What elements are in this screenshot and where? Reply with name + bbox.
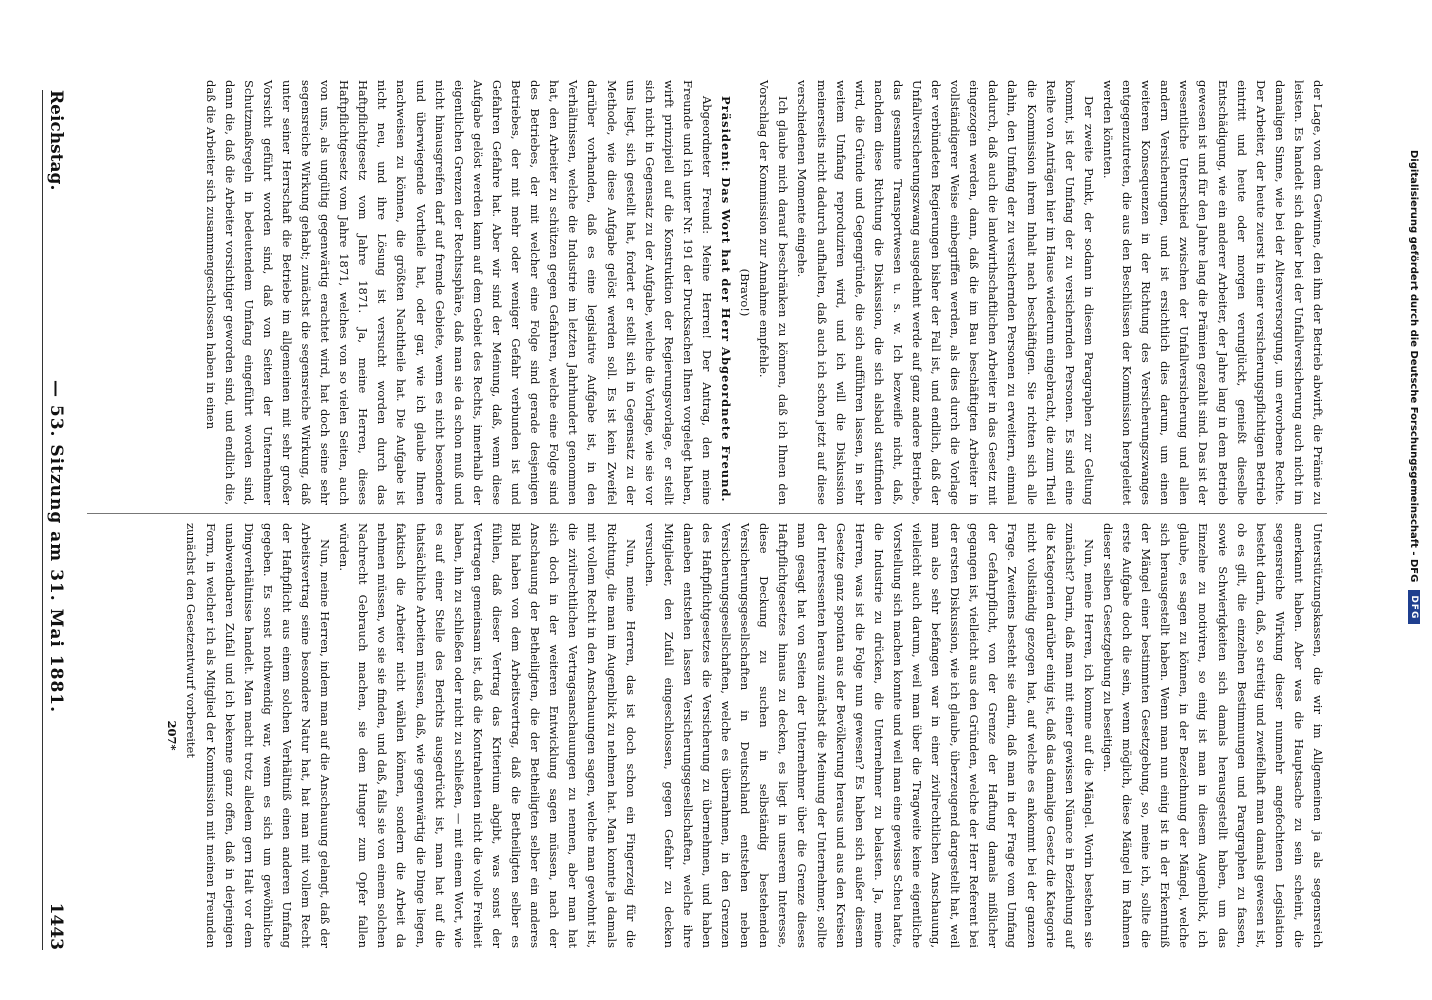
right-paragraph-3: Nun, meine Herren, das ist doch schon ein Fingerzeig für die Richtung, die man im Augenblick zu nehmen hat. Man konnte ja damals mit vollem Recht in den Anschauungen sagen, welche man gewohnt ist, die zivilrechtlichen Vertragsanschauungen zu nennen, aber man hat sich doch in der weiteren Entwicklung sagen müssen, nach der Anschauung der Betheiligten, die der Betheiligten selber ein anderes Bild haben von dem Arbeitsvertrag, daß die Betheiligten selber es fühlen, daß dieser Vertrag das Kriterium abgibt, was sonst der Vertragen gemeinsam ist, daß die Kontrahenten nicht die volle Freiheit haben, ihn zu schließen oder nicht zu schließen, — mit einem Wort, wie es auf einer Stelle des Berichts ausgedrückt ist, man hat auf die thatsächliche Arbeiten müssen, daß, wie gegenwärtig die Dinge liegen, faktisch die Arbeiter nicht wählen können, sondern die Arbeit da nehmen müssen, wo sie sie finden, und daß, falls sie von einem solchen Nachrecht Gebrauch machen, sie dem Hunger zum Opfer fallen würden. [337,523,638,948]
right-paragraph-4: Nun, meine Herren, indem man auf die Anschauung gelangt, daß der Arbeitsvertrag seine besondere Natur hat, hat man mit vollem Recht der Haftpflicht aus einem solchen Verhältniß einen anderen Umfang gegeben. Es sonst nothwendig war, wenn es sich um gewöhnliche Dingverhältnisse handelt. Man macht trotz alledem gern Halt vor dem unabwendbaren Zufall und ich bekenne ganz offen, daß in derjenigen Form, in welcher ich als Mitglied der Kommission mit meinen Freunden zunächst den Gesetzentwurf vorbereitet [184,523,333,948]
left-paragraph-3: Ich glaube mich darauf beschränken zu können, daß ich Ihnen den Vorschlag der Kommission zur Annahme empfehle. [757,80,791,505]
signature-mark: 207* [165,720,180,751]
page-number: 1443 [46,902,66,950]
right-paragraph-1: Unterstützungskassen, die wir im Allgemeinen ja als segensreich anerkannt haben. Aber was die Hauptsache zu sein scheint, die segensreiche Wirkung dieser nunmehr angefochtenen Legislation besteht darin, daß, so streitig und zweifelhaft man damals gewesen ist, ob es gilt, die einzelnen Bestimmungen und Paragraphen zu fassen, sowie Schwierigkeiten sich damals herausgestellt haben, um das Einzelne zu motiviren, so einig ist man in diesem Augenblick, ich glaube, es sagen zu können, in der Bezeichnung der Mängel, welche sich herausgestellt haben. Wenn man nun einig ist in der Erkenntniß der Mängel einer bestimmten Gesetzgebung, so, meine ich, sollte die erste Aufgabe doch die sein, wenn möglich, diese Mängel im Rahmen dieser selben Gesetzgebung zu beseitigen. [1100,523,1325,948]
digitization-credit [1406,150,1422,850]
page-header [42,90,72,950]
text-columns [87,80,1327,950]
left-paragraph-6: Abgeordneter Freund: Meine Herren! Der Antrag, den meine Freunde und ich unter Nr. 191 der Drucksachen Ihnen vorgelegt haben, wirft prinzipiell auf die Konstruktion der Regierungsvorlage, er stellt sich nicht in Gegensatz zu der Aufgabe, welche die Vorlage, wie sie vor uns liegt, sich gestellt hat, fordert er stellt sich in Gegensatz zu der Methode, wie diese Aufgabe gelöst werden soll. Es ist kein Zweifel darüber vorhanden, daß es eine legislative Aufgabe ist, in den Verhältnissen, welche die Industrie im letzten Jahrhundert genommen hat, den Arbeiter zu schützen gegen Gefahren, welche eine Folge sind des Betriebes, der mit welcher eine Folge sind gerade desjenigen Betriebes, der mit mehr oder weniger Gefahr verbunden ist und Gefahren Gefahre hat. Aber wir sind der Meinung, daß, wenn diese Aufgabe gelöst werden kann auf dem Gebiet des Rechts, innerhalb der eigentlichen Grenzen der Rechtssphäre, daß man sie da schon muß und nicht hinausgreifen darf auf fremde Gebiete, wenn es nicht besondere und überwiegende Vortheile hat, oder gar, wie ich glaube Ihnen nachweisen zu können, die größten Nachtheile hat. Die Aufgabe ist nicht neu, und ihre Lösung ist versucht worden durch das Haftpflichtgesetz vom Jahre 1871. Ja, meine Herren, dieses Haftpflichtgesetz vom Jahre 1871, welches von so vielen Seiten, auch von uns, als ungültig gegenwärtig erachtet wird, hat doch seine sehr segensreiche Wirkung gehabt; zunächst die segensreiche Wirkung, daß unter seiner Herrschaft die Betriebe im allgemeinen mit sehr großer Vorsicht geführt worden sind, daß von Seiten der Unternehmer Schutzmaßregeln in bedeutendem Umfang eingeführt worden sind, dann die, daß die Arbeiter vorsichtiger geworden sind, und endlich die, daß die Arbeiter sich zusammengeschlossen haben in einen [203,80,714,505]
header-left: Reichstag. [46,90,66,191]
header-center: — 53. Sitzung am 31. Mai 1881. [46,379,66,714]
left-column [200,80,1327,505]
left-paragraph-1: der Lage, von dem Gewinne, den ihm der Betrieb abwirft, die Prämie zu leisten. Es handelt sich daher bei der Unfallversicherung auch nicht im damaligen Sinne, wie bei der Altersversorgung, um erworbene Rechte. Der Arbeiter, der heute zuerst in einer versicherungspflichtigen Betrieb eintritt und heute oder morgen verunglückt, genießt dieselbe Entschädigung, wie ein anderer Arbeiter, der Jahre lang in dem Betrieb gewesen ist und für den Jahre lang die Prämien gezahlt sind. Das ist der wesentliche Unterschied zwischen der Unfallversicherung und allen andern Versicherungen, und ist ersichtlich dies darum, um einen weiteren Konsequenzen in der Richtung des Versicherungszwanges entgegenzutreten, die aus den Beschlüssen der Kommission hergeleitet werden könnten. [1100,80,1325,505]
credit-text: Digitalisierung gefördert durch die Deutsche Forschungsgemeinschaft - DFG [1408,150,1420,583]
column-divider [87,513,1327,514]
left-paragraph-4: (Bravo!) [738,268,753,317]
left-paragraph-5: Präsident: Das Wort hat der Herr Abgeordnete Freund. [719,96,734,503]
dfg-logo: DFG [1408,590,1420,624]
left-paragraph-2: Der zweite Punkt, der sodann in diesem Paragraphen zur Geltung kommt, ist der Umfang der zu versichernden Personen. Es sind eine Reihe von Anträgen hier im Hause wiederum eingebracht, die zum Theil die Kommission ihrem Inhalt nach beschäftigen. Sie richten sich alle dahin, den Umfang der zu versichernden Personen zu erweitern, einmal dadurch, daß auch die landwirthschaftlichen Arbeiter in das Gesetz mit eingezogen werden, dann, daß die im Bau beschäftigten Arbeiter in vollständigerer Weise einbegriffen werden, als dies durch die Vorlage der verbündeten Regierungen bisher der Fall ist, und endlich, daß der Unfallversicherungszwang ausgedehnt werde auf ganz andere Betriebe, das gesammte Transportwesen u. s. w. Ich bezweifle nicht, daß, nachdem diese Richtung die Diskussion, die sich alsbald stattfinden wird, die Gründe und Gegengründe, die sich aufführen lassen, in sehr weitem Umfang reproduziren wird, und ich will die Diskussion meinerseits nicht dadurch aufhalten, daß auch ich schon jetzt auf diese verschiedenen Momente eingehe. [795,80,1096,505]
right-column [162,523,1327,948]
right-paragraph-2: Nun, meine Herren, ich komme auf die Mängel. Worin bestehen sie zunächst? Darin, daß man mit einer gewissen Nüance in Beziehung auf die Kategorien darüber einig ist, daß das damalige Gesetz die Kategorie nicht vollständig gezogen hat, auf welche es ankommt bei der ganzen Frage. Zweitens besteht sie darin, daß man in der Frage vom Umfang der Gefahrpflicht, von der Grenze der Haftung damals mißlicher gegangen ist, vielleicht aus den Gründen, welche der Herr Referent bei der ersten Diskussion, wie ich glaube, überzeugend dargestellt hat, weil man also sehr befangen war in einer zivilrechtlichen Anschauung, vielleicht auch darum, weil man über die Tragweite keine eigentliche Vorstellung sich machen konnte und weil man eine gewisse Scheu hatte, die Industrie zu drücken, die Unternehmer zu belasten. Ja, meine Herren, was ist die Folge nun gewesen? Es haben sich außer diesem Gesetze ganz spontan aus der Bevölkerung heraus und aus den Kreisen der Interessenten heraus zunächst die Meinung der Unternehmer, sollte man gesagt hat von Seiten der Unternehmer über die Grenze dieses Haftpflichtgesetzes hinaus zu decken, es liegt in unserem Interesse, diese Deckung zu suchen in selbständig bestehenden Versicherungsgesellschaften in Deutschland entstehen neben Versicherungsgesellschaften, welche es übernahmen, in den Grenzen des Haftpflichtgesetzes die Versicherung zu übernehmen, und haben daneben entstehen lassen Versicherungsgesellschaften, welche ihre Mitglieder, den Zufall eingeschlossen, gegen Gefahr zu decken versuchen. [642,523,1096,948]
